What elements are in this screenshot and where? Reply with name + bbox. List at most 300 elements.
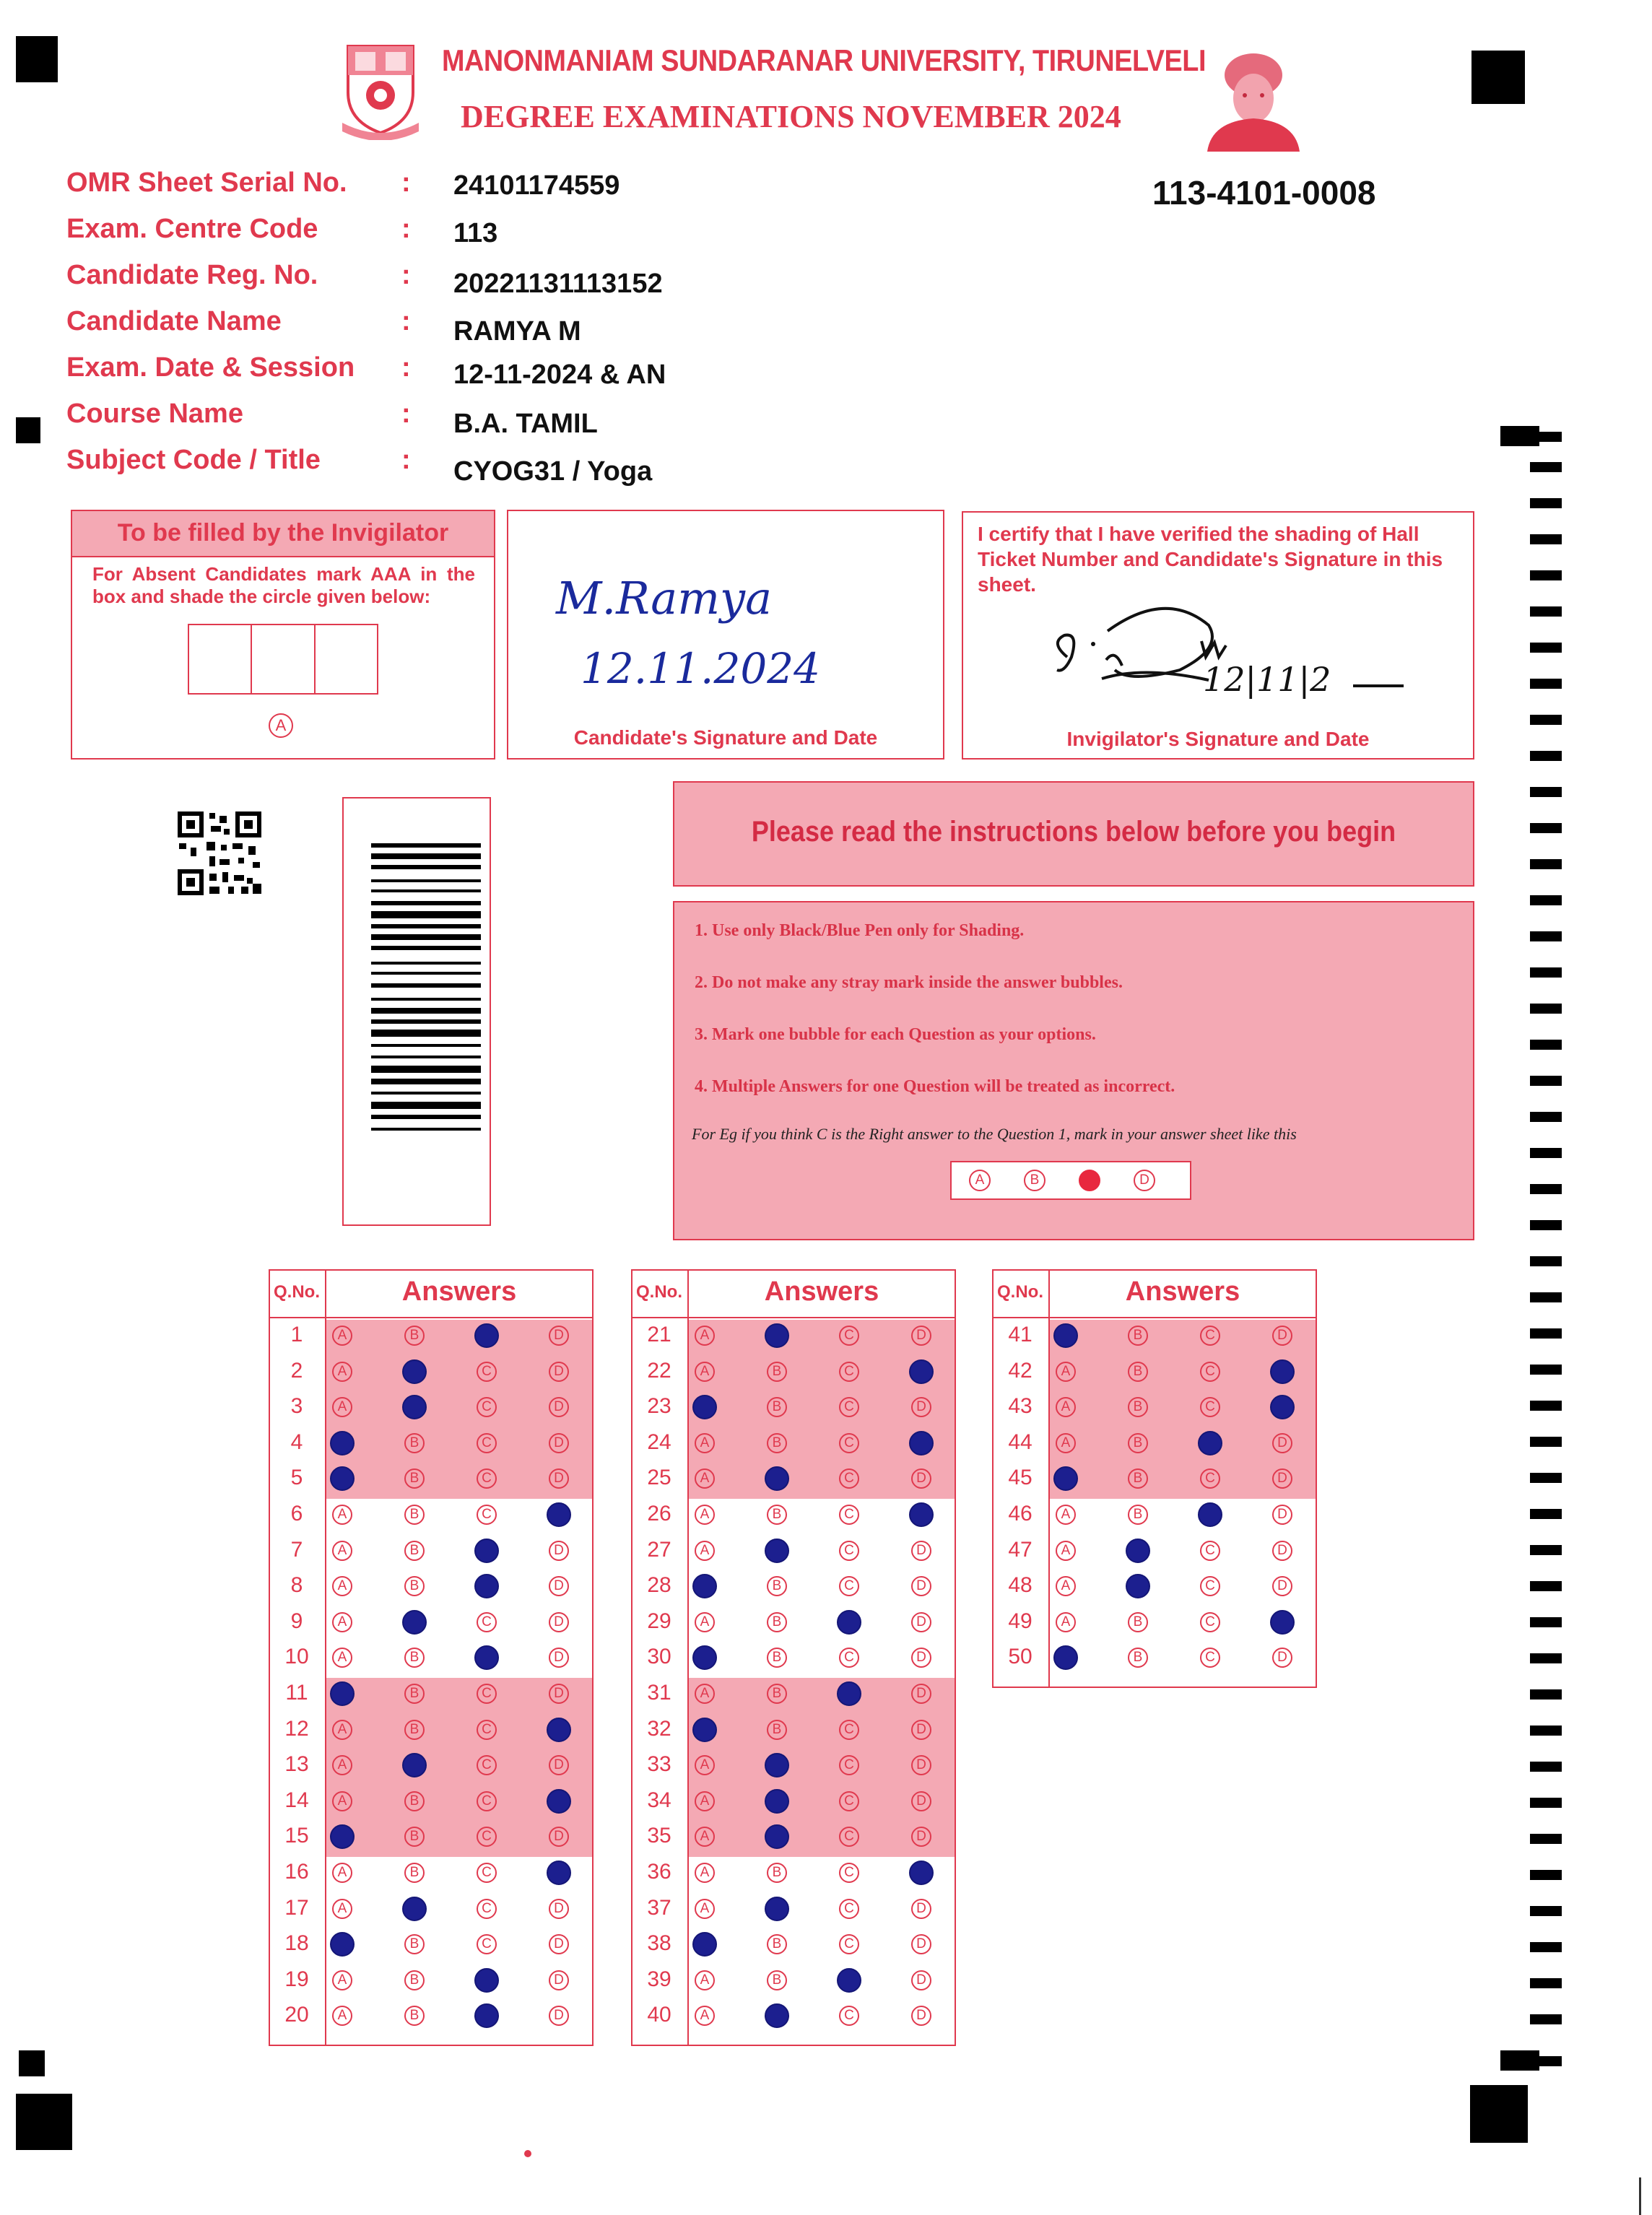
answer-bubble-c[interactable]: C [1200,1612,1220,1632]
answer-bubble-b-marked[interactable] [765,1539,789,1563]
timing-mark [1530,1798,1562,1808]
answer-bubble-a[interactable]: A [1056,1433,1076,1453]
answer-bubble-b[interactable]: B [404,1827,425,1847]
answer-bubble-a-marked[interactable] [692,1932,717,1957]
answer-bubble-c[interactable]: C [1200,1362,1220,1382]
answer-bubble-d-marked[interactable] [547,1502,571,1527]
answer-bubble-a[interactable]: A [695,1791,715,1811]
absent-code-boxes[interactable] [188,624,378,695]
timing-mark [1530,859,1562,869]
answer-bubble-b[interactable]: B [1128,1648,1148,1668]
answer-bubble-a[interactable]: A [695,1863,715,1883]
answer-bubble-c[interactable]: C [477,1791,497,1811]
answer-bubble-b[interactable]: B [767,1684,787,1704]
answer-bubble-d-marked[interactable] [1270,1395,1295,1419]
answer-bubble-d-marked[interactable] [909,1502,934,1527]
answer-bubble-c[interactable]: C [477,1863,497,1883]
founder-portrait [1204,46,1303,152]
answer-bubble-c[interactable]: C [839,1648,859,1668]
timing-mark [1530,1509,1562,1519]
answer-bubble-b[interactable]: B [767,1362,787,1382]
answer-bubble-c[interactable]: C [839,1863,859,1883]
barcode-bar [371,972,481,975]
question-number: 23 [647,1394,671,1419]
answer-bubble-c[interactable]: C [477,1505,497,1525]
barcode-bar [371,1102,481,1109]
field-value: RAMYA M [453,316,581,347]
barcode-bar [371,962,481,965]
barcode-bar [371,1044,481,1047]
timing-mark [1530,679,1562,689]
answer-bubble-c[interactable]: C [839,1468,859,1489]
timing-mark [1530,751,1562,761]
answer-bubble-b[interactable]: B [767,1576,787,1596]
question-number: 1 [290,1323,303,1346]
answer-bubble-a[interactable]: A [695,1755,715,1775]
timing-mark [1530,1870,1562,1880]
answer-bubble-b-marked[interactable] [765,1323,789,1348]
barcode-bar [371,879,481,882]
answer-bubble-d[interactable]: D [911,1970,931,1990]
answer-bubble-b[interactable]: B [767,1505,787,1525]
candidate-signature-name: M.Ramya [556,572,773,625]
answer-bubble-c-marked[interactable] [1198,1502,1222,1527]
answer-bubble-b[interactable]: B [767,1970,787,1990]
question-number: 35 [647,1824,671,1848]
absent-instruction: For Absent Candidates mark AAA in the box and shade the circle given below: [92,563,475,607]
registration-mark-bottom-left-small [19,2050,45,2076]
answer-bubble-c[interactable]: C [839,1934,859,1954]
answer-bubble-b[interactable]: B [404,1505,425,1525]
answer-bubble-b[interactable]: B [1128,1612,1148,1632]
answer-bubble-d[interactable]: D [911,1720,931,1740]
answer-bubble-d[interactable]: D [549,1541,569,1561]
barcode-bar [371,1056,481,1058]
field-value: 24101174559 [453,170,620,201]
answer-bubble-c[interactable]: C [839,1791,859,1811]
question-number: 18 [284,1931,309,1956]
answer-bubble-b[interactable]: B [404,1433,425,1453]
answer-bubble-a[interactable]: A [695,1612,715,1632]
answer-bubble-a-marked[interactable] [1053,1323,1078,1348]
barcode-bar [371,1030,481,1037]
example-bubble-d: D [1134,1170,1155,1191]
answer-bubble-b-marked[interactable] [1126,1539,1150,1563]
answer-bubble-d-marked[interactable] [909,1359,934,1384]
question-number: 50 [1008,1645,1032,1669]
timing-mark [1530,1004,1562,1014]
answer-bubble-a-marked[interactable] [692,1395,717,1419]
question-number: 7 [290,1537,303,1562]
question-number: 36 [647,1860,671,1884]
question-number: 48 [1008,1573,1032,1598]
instruction-item: 1. Use only Black/Blue Pen only for Shading. [695,921,1025,940]
timing-mark [1530,1112,1562,1122]
answer-bubble-d[interactable]: D [1272,1576,1292,1596]
answer-bubble-d-marked[interactable] [1270,1610,1295,1635]
barcode-bar [371,924,481,928]
timing-mark [1530,432,1562,442]
answer-bubble-c[interactable]: C [477,1612,497,1632]
answer-bubble-a[interactable]: A [695,1684,715,1704]
answer-bubble-a[interactable]: A [1056,1576,1076,1596]
answer-bubble-c[interactable]: C [839,1755,859,1775]
answer-bubble-c[interactable]: C [1200,1541,1220,1561]
answer-bubble-b[interactable]: B [404,2006,425,2026]
barcode [371,843,481,1188]
answer-bubble-d[interactable]: D [911,1326,931,1346]
answer-bubble-a[interactable]: A [332,1505,352,1525]
answer-bubble-d[interactable]: D [1272,1433,1292,1453]
answer-bubble-d[interactable]: D [549,1970,569,1990]
field-label: Course Name [66,399,243,429]
timing-mark [1530,1256,1562,1266]
answer-bubble-a[interactable]: A [332,1863,352,1883]
answer-bubble-c[interactable]: C [477,1827,497,1847]
answer-bubble-a[interactable]: A [695,1362,715,1382]
answer-bubble-b-marked[interactable] [765,1897,789,1921]
answer-bubble-c[interactable]: C [839,1720,859,1740]
answer-bubble-b[interactable]: B [767,1934,787,1954]
answer-bubble-a[interactable]: A [332,1791,352,1811]
answer-bubble-a[interactable]: A [332,1612,352,1632]
answer-bubble-a[interactable]: A [695,1827,715,1847]
answer-bubble-d[interactable]: D [911,1541,931,1561]
answer-bubble-c-marked[interactable] [474,1574,499,1598]
answer-bubble-d[interactable]: D [549,1612,569,1632]
answer-bubble-a[interactable]: A [1056,1362,1076,1382]
question-number: 4 [290,1429,303,1454]
answer-bubble-b-marked[interactable] [1126,1574,1150,1598]
answer-bubble-d[interactable]: D [911,1755,931,1775]
answer-bubble-d[interactable]: D [1272,1505,1292,1525]
question-number: 42 [1008,1358,1032,1383]
answer-bubble-b[interactable]: B [767,1433,787,1453]
question-number: 46 [1008,1502,1032,1526]
timing-mark [1530,1978,1562,1988]
answer-bubble-b[interactable]: B [404,1934,425,1954]
answer-bubble-a[interactable]: A [332,1648,352,1668]
answer-bubble-d-marked[interactable] [547,1861,571,1885]
answer-bubble-b[interactable]: B [1128,1505,1148,1525]
answer-bubble-c[interactable]: C [839,2006,859,2026]
answer-bubble-a[interactable]: A [332,1720,352,1740]
answer-bubble-a[interactable]: A [332,1397,352,1417]
answer-bubble-d[interactable]: D [911,1934,931,1954]
absent-code-box[interactable] [189,625,252,693]
answer-bubble-b[interactable]: B [1128,1468,1148,1489]
timing-mark [1530,967,1562,978]
timing-mark [1530,895,1562,905]
answer-bubble-a[interactable]: A [695,2006,715,2026]
answer-bubble-c[interactable]: C [477,1397,497,1417]
answer-bubble-c-marked[interactable] [474,1539,499,1563]
timing-mark [1530,931,1562,941]
answer-bubble-b-marked[interactable] [402,1897,427,1921]
answer-bubble-d[interactable]: D [911,1899,931,1919]
answer-bubble-a[interactable]: A [695,1326,715,1346]
answer-bubble-a[interactable]: A [332,1755,352,1775]
timing-mark [1530,1545,1562,1555]
answer-bubble-b[interactable]: B [767,1648,787,1668]
question-number: 45 [1008,1466,1032,1490]
answer-bubble-d[interactable]: D [911,1684,931,1704]
field-value: 113 [453,218,498,248]
instruction-example: For Eg if you think C is the Right answer to the Question 1, mark in your answer sheet like this [692,1125,1297,1143]
question-number: 19 [284,1967,309,1991]
answer-bubble-d[interactable]: D [1272,1326,1292,1346]
answer-bubble-b[interactable]: B [404,1720,425,1740]
answer-bubble-d[interactable]: D [549,2006,569,2026]
question-number: 13 [284,1752,309,1777]
answer-bubble-c[interactable]: C [477,1468,497,1489]
answer-bubble-a[interactable]: A [695,1899,715,1919]
answer-bubble-a-marked[interactable] [692,1718,717,1742]
question-number: 34 [647,1788,671,1812]
answer-bubble-b-marked[interactable] [402,1395,427,1419]
answer-bubble-d[interactable]: D [911,1576,931,1596]
question-number: 37 [647,1895,671,1920]
question-number: 22 [647,1358,671,1383]
answer-bubble-b-marked[interactable] [402,1359,427,1384]
timing-mark [1530,570,1562,580]
answer-bubble-a[interactable]: A [332,2006,352,2026]
question-number: 44 [1008,1429,1032,1454]
answer-bubble-a-marked[interactable] [330,1681,355,1706]
answer-bubble-a[interactable]: A [332,1541,352,1561]
answer-bubble-c-marked[interactable] [474,1323,499,1348]
timing-mark [1530,1220,1562,1230]
question-number: 15 [284,1824,309,1848]
answer-bubble-c[interactable]: C [839,1541,859,1561]
answers-header: Answers [401,1276,517,1307]
answer-bubble-c-marked[interactable] [1198,1431,1222,1455]
answer-bubble-c[interactable]: C [477,1899,497,1919]
answer-bubble-a-marked[interactable] [692,1574,717,1598]
answer-bubble-d[interactable]: D [549,1934,569,1954]
answer-bubble-d-marked[interactable] [1270,1359,1295,1384]
instruction-item: 4. Multiple Answers for one Question will be treated as incorrect. [695,1077,1175,1096]
answer-bubble-b[interactable]: B [404,1576,425,1596]
answer-bubble-c[interactable]: C [1200,1648,1220,1668]
question-number: 11 [285,1681,308,1705]
answer-bubble-d[interactable]: D [911,1612,931,1632]
answer-bubble-d[interactable]: D [1272,1648,1292,1668]
answer-bubble-d-marked[interactable] [909,1431,934,1455]
answer-bubble-b[interactable]: B [404,1684,425,1704]
answer-bubble-b[interactable]: B [404,1970,425,1990]
answer-bubble-b-marked[interactable] [402,1753,427,1777]
answer-bubble-a[interactable]: A [332,1899,352,1919]
example-bubble-c [1079,1170,1100,1191]
answer-bubble-b-marked[interactable] [402,1610,427,1635]
answer-bubble-d[interactable]: D [911,2006,931,2026]
question-number: 9 [290,1609,303,1633]
example-bubble-b: B [1024,1170,1045,1191]
answer-bubble-a[interactable]: A [332,1362,352,1382]
answer-bubble-a[interactable]: A [695,1468,715,1489]
answer-bubble-c[interactable]: C [839,1827,859,1847]
question-number: 28 [647,1573,671,1598]
answer-bubble-d[interactable]: D [911,1397,931,1417]
question-number: 26 [647,1502,671,1526]
answer-bubble-d[interactable]: D [549,1684,569,1704]
answer-bubble-b[interactable]: B [404,1468,425,1489]
answer-bubble-d[interactable]: D [549,1827,569,1847]
answer-bubble-b[interactable]: B [404,1791,425,1811]
answer-bubble-d[interactable]: D [549,1326,569,1346]
answer-bubble-c[interactable]: C [839,1899,859,1919]
answer-bubble-a[interactable]: A [332,1970,352,1990]
answer-bubble-d[interactable]: D [549,1755,569,1775]
absent-code-box[interactable] [316,625,377,693]
answer-bubble-d[interactable]: D [911,1468,931,1489]
answer-bubble-b[interactable]: B [767,1397,787,1417]
answer-bubble-b[interactable]: B [1128,1433,1148,1453]
instruction-item: 3. Mark one bubble for each Question as your options. [695,1025,1096,1044]
answer-bubble-a[interactable]: A [695,1970,715,1990]
field-colon: : [401,445,411,475]
timing-mark [1530,1076,1562,1086]
answer-bubble-d-marked[interactable] [547,1718,571,1742]
answer-bubble-d[interactable]: D [1272,1468,1292,1489]
answer-bubble-d-marked[interactable] [547,1789,571,1814]
question-number: 30 [647,1645,671,1669]
sheet-code: 113-4101-0008 [1152,174,1376,212]
qno-header: Q.No. [636,1282,682,1302]
answers-header: Answers [1125,1276,1240,1307]
field-label: Exam. Date & Session [66,352,355,383]
answer-bubble-a[interactable]: A [1056,1541,1076,1561]
answer-bubble-b[interactable]: B [767,1863,787,1883]
answer-bubble-d[interactable]: D [549,1397,569,1417]
answer-bubble-a[interactable]: A [1056,1505,1076,1525]
barcode-bar [371,1128,481,1131]
timing-mark [1530,2014,1562,2024]
answer-bubble-d[interactable]: D [549,1899,569,1919]
answer-bubble-c-marked[interactable] [837,1681,861,1706]
answer-bubble-b[interactable]: B [1128,1397,1148,1417]
answer-bubble-b-marked[interactable] [765,1753,789,1777]
timing-mark [1530,606,1562,617]
question-number: 24 [647,1429,671,1454]
answer-bubble-c[interactable]: C [1200,1326,1220,1346]
answer-bubble-c[interactable]: C [477,1433,497,1453]
answer-bubble-b[interactable]: B [1128,1326,1148,1346]
answer-bubble-d[interactable]: D [549,1576,569,1596]
answer-bubble-c[interactable]: C [839,1576,859,1596]
question-number: 17 [284,1895,309,1920]
answer-bubble-d[interactable]: D [1272,1541,1292,1561]
answer-bubble-c[interactable]: C [839,1397,859,1417]
answer-bubble-c[interactable]: C [839,1433,859,1453]
answer-bubble-c[interactable]: C [477,1362,497,1382]
answer-bubble-d[interactable]: D [549,1433,569,1453]
timing-mark [1530,787,1562,797]
answer-bubble-c[interactable]: C [477,1755,497,1775]
answer-bubble-c[interactable]: C [839,1505,859,1525]
field-colon: : [401,260,411,290]
answer-bubble-c-marked[interactable] [837,1610,861,1635]
barcode-bar [371,865,481,869]
absent-bubble[interactable]: A [269,713,293,738]
answer-bubble-d[interactable]: D [549,1362,569,1382]
registration-mark-top-left [16,36,58,82]
barcode-bar [371,911,481,918]
answer-bubble-b[interactable]: B [404,1863,425,1883]
field-value: 20221131113152 [453,269,663,299]
answer-bubble-a-marked[interactable] [330,1932,355,1957]
field-colon: : [401,352,411,383]
answer-bubble-c[interactable]: C [1200,1397,1220,1417]
barcode-bar [371,946,481,950]
answer-bubble-c-marked[interactable] [474,1968,499,1993]
answer-bubble-a[interactable]: A [332,1576,352,1596]
answer-bubble-c[interactable]: C [1200,1576,1220,1596]
question-number: 3 [290,1394,303,1419]
answer-table-header-line [631,1317,956,1318]
field-colon: : [401,167,411,198]
answer-bubble-c[interactable]: C [477,1720,497,1740]
answer-bubble-d[interactable]: D [911,1827,931,1847]
answer-bubble-a[interactable]: A [1056,1397,1076,1417]
invigilator-signature-caption: Invigilator's Signature and Date [1066,728,1370,750]
qr-code [178,811,261,895]
answer-bubble-d[interactable]: D [549,1648,569,1668]
answer-bubble-a[interactable]: A [332,1326,352,1346]
answer-bubble-b[interactable]: B [404,1648,425,1668]
invigilator-signature-box [962,511,1474,760]
timing-mark [1530,1689,1562,1700]
timing-mark [1530,462,1562,472]
answer-bubble-b-marked[interactable] [765,1789,789,1814]
absent-code-box[interactable] [252,625,315,693]
answer-bubble-d[interactable]: D [549,1468,569,1489]
question-number: 32 [647,1716,671,1741]
answer-bubble-c[interactable]: C [477,1684,497,1704]
question-number: 16 [284,1860,309,1884]
registration-mark-left-mid [16,417,40,443]
answer-bubble-c[interactable]: C [839,1326,859,1346]
answer-bubble-c[interactable]: C [1200,1468,1220,1489]
answer-bubble-d[interactable]: D [911,1791,931,1811]
answer-bubble-b[interactable]: B [404,1326,425,1346]
answer-bubble-c-marked[interactable] [837,1968,861,1993]
answer-bubble-a[interactable]: A [1056,1612,1076,1632]
answer-bubble-d-marked[interactable] [909,1861,934,1885]
answer-bubble-c[interactable]: C [477,1934,497,1954]
answer-bubble-b[interactable]: B [404,1541,425,1561]
stray-dot [524,2150,531,2157]
answer-bubble-b[interactable]: B [1128,1362,1148,1382]
answer-bubble-a[interactable]: A [695,1433,715,1453]
answer-bubble-b[interactable]: B [767,1612,787,1632]
answer-bubble-d[interactable]: D [911,1648,931,1668]
question-number: 8 [290,1573,303,1598]
timing-mark [1530,1184,1562,1194]
answer-bubble-a[interactable]: A [695,1505,715,1525]
barcode-bar [371,843,481,848]
answer-bubble-c[interactable]: C [839,1362,859,1382]
answer-bubble-b[interactable]: B [767,1720,787,1740]
barcode-bar [371,853,481,859]
answer-bubble-a[interactable]: A [695,1541,715,1561]
question-number: 20 [284,2003,309,2027]
question-number: 21 [647,1323,671,1346]
field-label: Exam. Centre Code [66,214,318,244]
answer-bubble-a-marked[interactable] [330,1431,355,1455]
question-number: 40 [647,2003,671,2027]
